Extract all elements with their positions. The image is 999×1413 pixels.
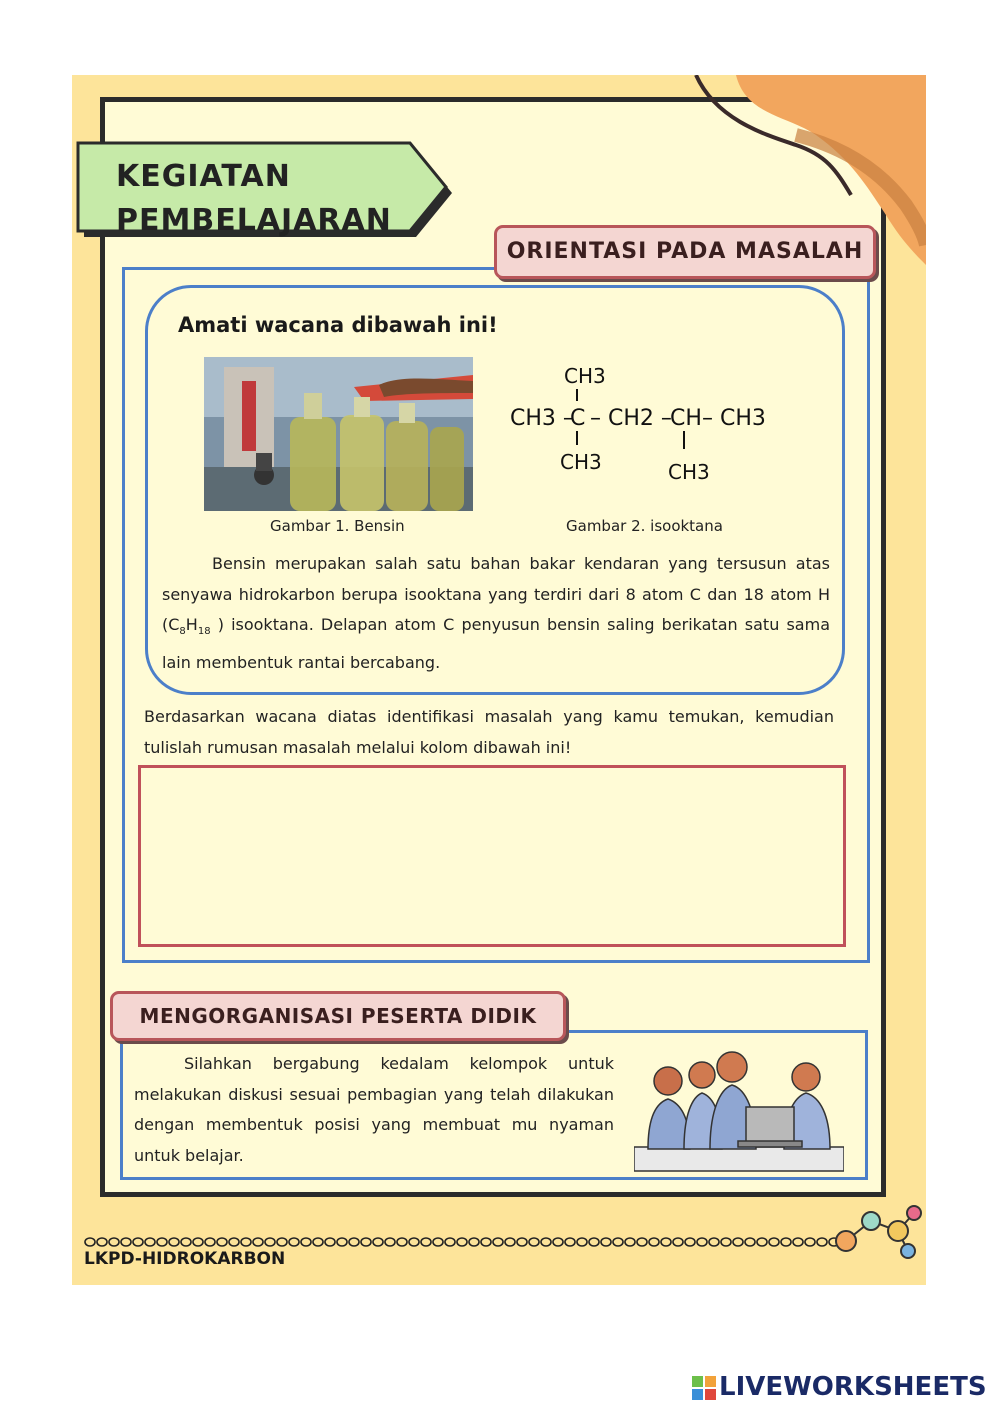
reading-card-title: Amati wacana dibawah ini! [178,313,498,337]
title-line-2: PEMBELAJARAN [116,203,392,238]
isooctane-structure [504,355,794,505]
caption-figure-2: Gambar 2. isooktana [566,517,723,535]
title-line-1: KEGIATAN [116,159,291,194]
formula-ch3-left: CH3 – [510,406,574,431]
page-title [116,155,416,243]
subscript-8: 8 [179,626,186,638]
hydrogen-symbol: H [185,615,198,634]
formula-ch: CH [670,406,702,431]
paragraph-text-2: ) isooktana. Delapan atom C penyusun bensin saling berikatan satu sama lain membentuk rantai bercabang. [162,615,830,672]
formula-c-quaternary: C [570,406,586,431]
orientation-heading: ORIENTASI PADA MASALAH [494,225,876,279]
gasoline-bottles-image [204,357,473,511]
molecule-decoration [826,1201,926,1261]
liveworksheets-logo-icon [692,1376,716,1400]
liveworksheets-brand[interactable]: LIVEWORKSHEETS [719,1372,987,1402]
organize-paragraph: Silahkan bergabung kedalam kelompok untuk melakukan diskusi sesuai pembagian yang telah dilakukan dengan membentuk posisi yang membuat mu nyaman untuk belajar. [134,1054,614,1165]
subscript-18: 18 [197,626,211,638]
formula-ch3-right: – CH3 [702,406,766,431]
caption-figure-1: Gambar 1. Bensin [270,517,405,535]
formula-top-ch3: CH3 [564,364,606,388]
problem-formulation-answer-box[interactable] [138,765,846,947]
paragraph-text-1: Bensin merupakan salah satu bahan bakar kendaran yang tersusun atas senyawa hidrokarbon berupa isooktana yang terdiri dari 8 atom C dan 18 atom H (C [162,554,830,634]
organize-heading: MENGORGANISASI PESERTA DIDIK [110,991,566,1041]
formula-ch3-branch2: CH3 [668,460,710,484]
reading-paragraph [162,549,830,678]
worksheet-page [72,75,926,1285]
students-discussion-illustration [634,1037,844,1175]
instruction-text: Berdasarkan wacana diatas identifikasi masalah yang kamu temukan, kemudian tulislah rumusan masalah melalui kolom dibawah ini! [144,707,834,757]
formula-ch3-branch1: CH3 [560,450,602,474]
formula-ch2: – CH2 – [590,406,672,431]
footer-label: LKPD-HIDROKARBON [84,1249,286,1269]
